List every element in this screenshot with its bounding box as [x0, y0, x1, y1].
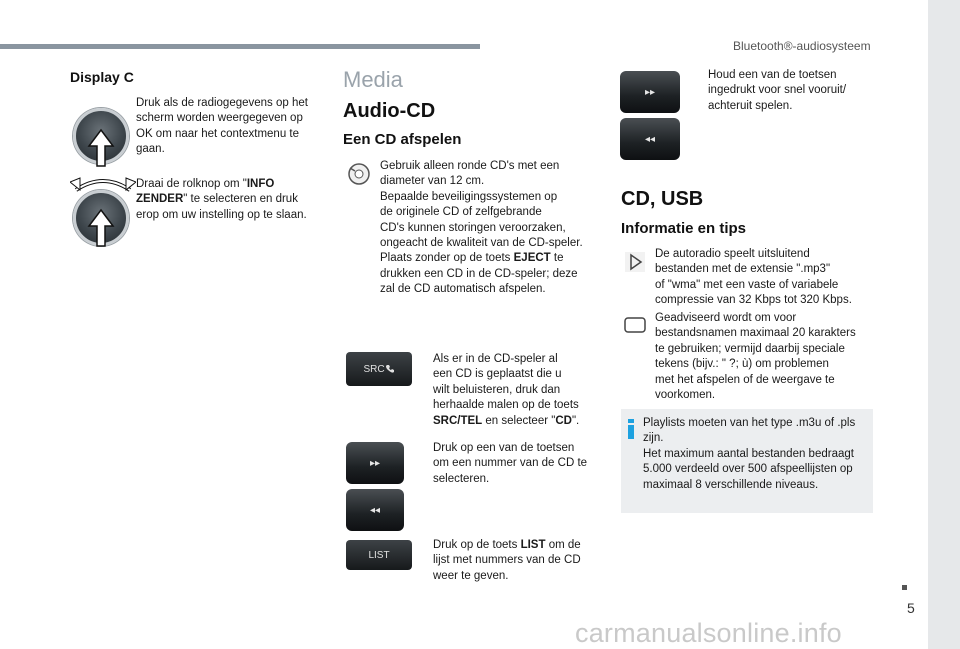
- fast-forward-icon: ▸▸: [369, 457, 381, 469]
- tip-mp3-para: De autoradio speelt uitsluitend bestanden met de extensie ".mp3" of "wma" met een vaste of variabele compressie van 32 Kbps tot 320 Kbps.: [655, 248, 852, 307]
- info-playlist-para: Playlists moeten van het type .m3u of .pls zijn. Het maximum aantal bestanden bedraagt 5.000 verdeeld over 500 afspeellijsten op maximaal 8 verschillende niveaus.: [643, 417, 856, 491]
- src-button-label: SRC: [363, 363, 385, 375]
- push-arrow-icon: [87, 208, 115, 248]
- push-arrow-icon: [87, 128, 115, 168]
- watermark: carmanualsonline.info: [575, 618, 842, 648]
- page-number: 5: [907, 600, 915, 616]
- display-screen-icon: [623, 315, 647, 335]
- src-para: Als er in de CD-speler al een CD is geplaatst die u wilt beluisteren, druk dan herhaalde malen op de toets SRC/TEL en selecteer "CD".: [433, 353, 580, 427]
- previous-track-button: [346, 489, 404, 531]
- display-c-para-info: Draai de rolknop om "INFO ZENDER" te selecteren en druk erop om uw instelling op te slaan.: [136, 178, 307, 221]
- src-tel-button: [346, 352, 412, 386]
- tip-filename-para: Geadviseerd wordt om voor bestandsnamen maximaal 20 karakters te gebruiken; vermijd daarbij speciale tekens (bijv.: " ?; ù) om problemen met het afspelen of de weergave te voorkomen.: [655, 312, 856, 402]
- display-c-para-ok: Druk als de radiogegevens op het scherm worden weergegeven op OK om naar het contextmenu te gaan.: [136, 97, 308, 156]
- seek-para: Houd een van de toetsen ingedrukt voor snel vooruit/ achteruit spelen.: [708, 69, 847, 112]
- header-rule: [0, 44, 480, 49]
- list-button-label: LIST: [368, 549, 390, 561]
- track-select-para: Druk op een van de toetsen om een nummer van de CD te selecteren.: [433, 442, 588, 485]
- info-tips-heading: Informatie en tips: [621, 220, 747, 237]
- next-track-button: [346, 442, 404, 484]
- phone-icon: [385, 364, 395, 374]
- cd-icon: [347, 162, 371, 186]
- info-icon: [627, 419, 635, 439]
- page-sidebar: [928, 0, 960, 649]
- cd-play-para: Gebruik alleen ronde CD's met een diameter van 12 cm. Bepaalde beveiligingssystemen op de originele CD of zelfgebrande CD's kunnen storingen veroorzaken, ongeacht de kwaliteit van de CD-speler. Plaats zonder op de toets EJECT te drukken een CD in de CD-speler; deze zal de CD automatisch afspelen.: [380, 160, 583, 296]
- display-c-heading: Display C: [70, 69, 134, 85]
- page-marker: [902, 585, 907, 590]
- page-header-title: Bluetooth®-audiosysteem: [733, 39, 871, 53]
- audio-cd-heading: Audio-CD: [343, 100, 436, 122]
- media-section-title: Media: [343, 67, 403, 92]
- cd-play-heading: Een CD afspelen: [343, 131, 462, 148]
- rewind-icon: ◂◂: [644, 133, 656, 145]
- seek-forward-button: [620, 71, 680, 113]
- cd-usb-heading: CD, USB: [621, 188, 704, 210]
- fast-forward-icon: ▸▸: [644, 86, 656, 98]
- list-para: Druk op de toets LIST om de lijst met nummers van de CD weer te geven.: [433, 539, 581, 582]
- rewind-icon: ◂◂: [369, 504, 381, 516]
- play-icon: [624, 251, 646, 273]
- seek-backward-button: [620, 118, 680, 160]
- list-button: [346, 540, 412, 570]
